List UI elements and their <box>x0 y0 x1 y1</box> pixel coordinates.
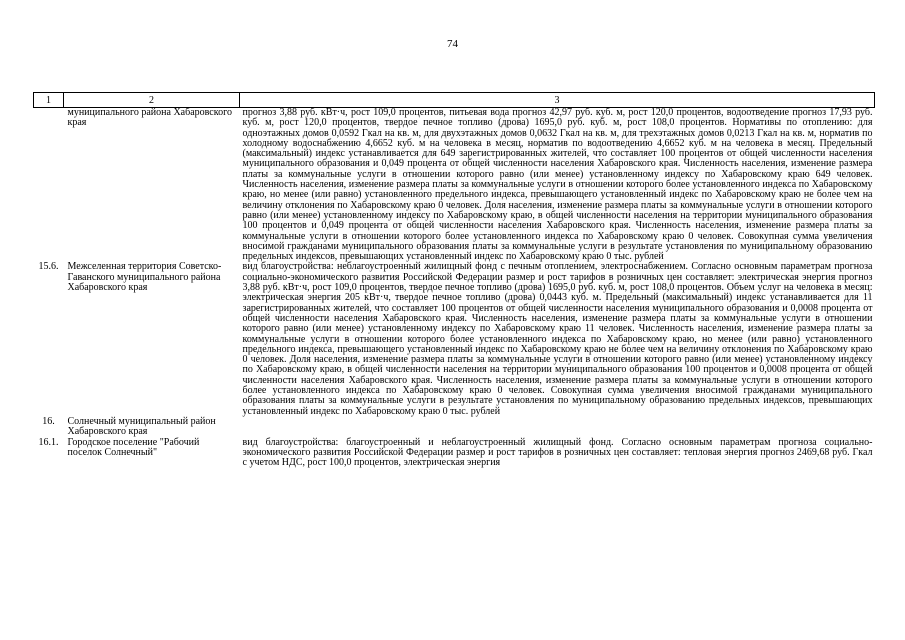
row-number: 16. <box>42 415 55 427</box>
table-row <box>34 417 875 438</box>
table-row <box>34 108 875 263</box>
page-number: 74 <box>447 38 458 50</box>
row-number <box>34 108 64 263</box>
row-description: вид благоустройства: неблагоустроенный жилищный фонд с печным отоплением, электроснабжением. Согласно основным параметрам прогноза социально-экономического развития Российской Федерации размер и рост тарифов в розничных цен составляет: электрическая энергия прогноз 3,88 руб. кВт·ч, рост 109,0 процентов, твердое печное топливо (дрова) 1695,0 руб. куб. м, рост 108,0 процентов. Объем услуг на человека в месяц: электрическая энергия 205 кВт·ч, твердое печное топливо (дрова) 0,0443 куб. м. Предельный (максимальный) индекс устанавливается для 11 зарегистрированных жителей, что составляет 100 процентов от общей численности населения муниципального образования и 0,0008 процента от общей численности населения Хабаровского края. Численность населения, изменение размера платы за коммунальные услуги в отношении которого равно (или менее) установленному индексу по Хабаровскому краю 11 человек. Численность населения, изменение размера платы за коммунальные услуги в отношении которого более установленного индекса по Хабаровскому краю, но менее (или равно) установленного предельного индекса, превышающего установленный индекс по Хабаровскому краю не более чем на величину отклонения по Хабаровскому краю 0 человек. Доля населения, изменение размера платы за коммунальные услуги в отношении которого равно (или менее) установленному индексу по Хабаровскому краю, в общей численности населения на территории муниципального образования 100 процентов и 0,0008 процента от общей численности населения Хабаровского края. Численность населения, изменение размера платы за коммунальные услуги в отношении которого более установленного индекса по Хабаровскому краю 0 человек. Совокупная сумма увеличения вносимой гражданами муниципального образования платы за коммунальные услуги в результате установления по муниципальному образованию предельных индексов, превышающих установленный индекс по Хабаровскому краю 0 тыс. рублей <box>242 261 873 417</box>
municipality-name: Солнечный муниципальный район Хабаровского края <box>67 415 216 438</box>
column-header: 1 <box>34 93 64 108</box>
row-number: 15.6. <box>38 261 59 273</box>
row-description: вид благоустройства: благоустроенный и неблагоустроенный жилищный фонд. Согласно основным параметрам прогноза социально-экономического развития Российской Федерации размер и рост тарифов в розничных цен составляет: тепловая энергия прогноз 2469,68 руб. Гкал с учетом НДС, рост 100,0 процентов, электрическая энергия <box>242 436 873 469</box>
table-row <box>34 262 875 416</box>
row-number: 16.1. <box>38 436 59 448</box>
municipality-name: муниципального района Хабаровского края <box>67 107 232 129</box>
municipality-name: Городское поселение "Рабочий поселок Солнечный" <box>67 436 200 458</box>
row-description: прогноз 3,88 руб. кВт·ч, рост 109,0 процентов, питьевая вода прогноз 42,97 руб. куб. м, рост 120,0 процентов, водоотведение прогноз 17,93 руб. куб. м, рост 120,0 процентов, твердое печное топливо (дрова) 1695,0 руб. куб. м, рост 108,0 процентов. Нормативы по отоплению: для одноэтажных домов 0,0592 Гкал на кв. м, для двухэтажных домов 0,0632 Гкал на кв. м, для трехэтажных домов 0,0213 Гкал на кв. м, норматив по холодному водоснабжению 4,6652 куб. м на человека в месяц, норматив по водоотведению 4,6652 куб. м на человека в месяц. Предельный (максимальный) индекс устанавливается для 649 зарегистрированных жителей, что составляет 100 процентов от общей численности населения муниципального образования и 0,049 процента от общей численности населения Хабаровского края. Численность населения, изменение размера платы за коммунальные услуги в отношении которого равно (или менее) установленному индексу по Хабаровскому краю 649 человек. Численность населения, изменение размера платы за коммунальные услуги в отношении которого более установленного индекса по Хабаровскому краю, но менее (или равно) установленного предельного индекса, превышающего установленный индекс по Хабаровскому краю не более чем на величину отклонения по Хабаровскому краю 0 человек. Доля населения, изменение размера платы за коммунальные услуги в отношении которого равно (или менее) установленному индексу по Хабаровскому краю, в общей численности населения на территории муниципального образования 100 процентов и 0,049 процента от общей численности населения Хабаровского края. Численность населения, изменение размера платы за коммунальные услуги в отношении которого более установленного индекса по Хабаровскому краю 0 человек. Совокупная сумма увеличения вносимой гражданами муниципального образования платы за коммунальные услуги в результате установления по муниципальному образованию предельных индексов, превышающих установленный индекс по Хабаровскому краю 0 тыс. рублей <box>242 107 873 263</box>
row-description <box>240 417 875 438</box>
table-header-row <box>34 93 875 108</box>
column-header: 3 <box>240 93 875 108</box>
municipality-name: Межселенная территория Советско-Гаванского муниципального района Хабаровского края <box>67 261 222 294</box>
tariff-table <box>33 92 875 468</box>
column-header: 2 <box>64 93 240 108</box>
table-row <box>34 438 875 469</box>
